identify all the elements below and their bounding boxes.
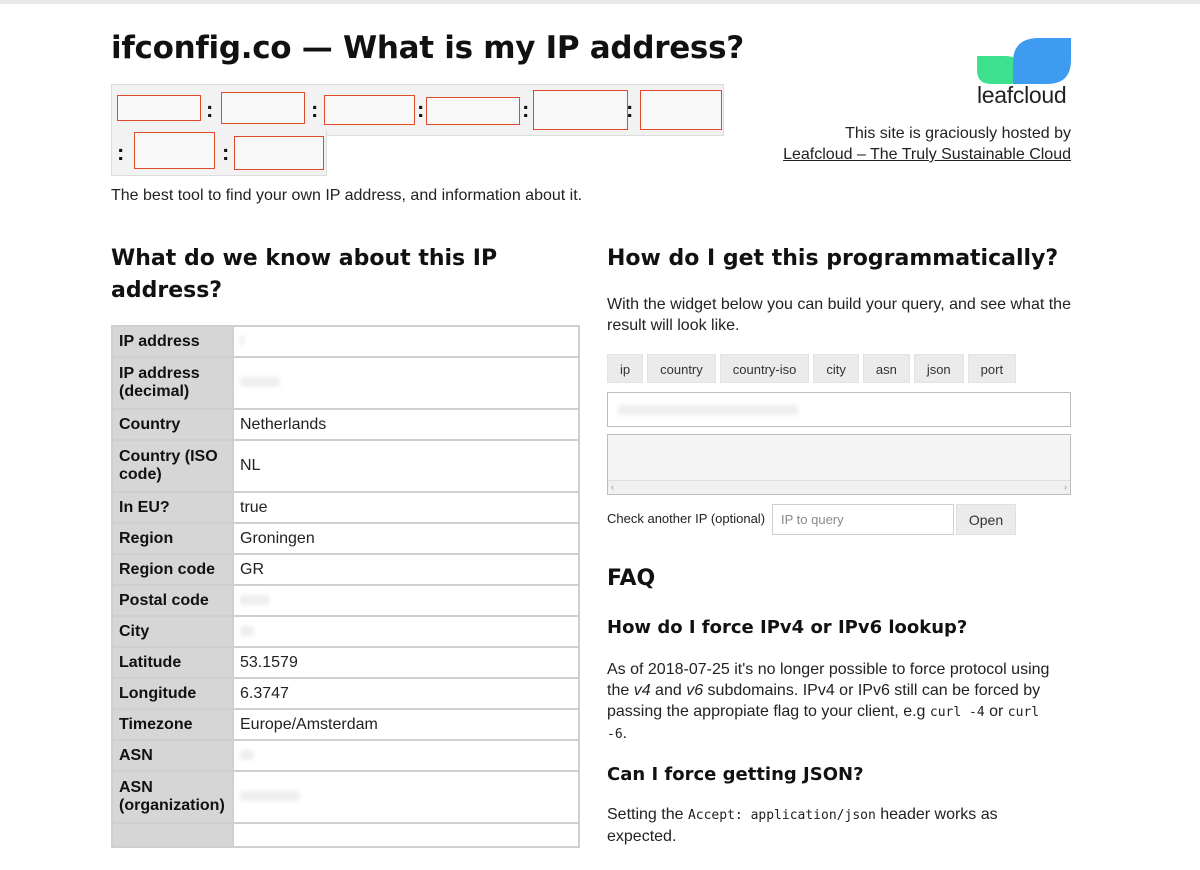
table-row [112, 523, 579, 554]
ip-separator: : [626, 97, 634, 122]
table-row [112, 554, 579, 585]
ip-separator: : [117, 140, 125, 165]
row-value [233, 357, 579, 409]
code-snippet: Accept: application/json [687, 808, 876, 823]
ip-info-table [111, 325, 580, 848]
table-row [112, 647, 579, 678]
row-value [233, 326, 579, 357]
table-row [112, 357, 579, 409]
row-key: City [112, 616, 233, 647]
scroll-left-icon[interactable]: ‹ [611, 482, 614, 492]
table-row [112, 771, 579, 823]
row-value [233, 585, 579, 616]
open-button[interactable]: Open [956, 504, 1016, 535]
ip-segment [324, 95, 415, 125]
row-key [112, 823, 233, 847]
ip-separator: : [311, 97, 319, 122]
row-key: Postal code [112, 585, 233, 616]
answer-text: v4 [633, 682, 651, 699]
ip-query-input[interactable] [772, 504, 954, 535]
row-key: Country [112, 409, 233, 440]
row-value [233, 823, 579, 847]
ip-separator: : [417, 97, 425, 122]
table-row [112, 409, 579, 440]
row-key: Region [112, 523, 233, 554]
table-row [112, 709, 579, 740]
answer-text: or [984, 703, 1008, 720]
answer-text: subdomains. IPv4 or IPv6 still can be forced by passing the appropiate flag to your client, e.g [607, 682, 1041, 720]
row-value: Europe/Amsterdam [233, 709, 579, 740]
table-row [112, 740, 579, 771]
row-value: 53.1579 [233, 647, 579, 678]
table-row [112, 326, 579, 357]
row-key: IP address [112, 326, 233, 357]
query-output-box[interactable] [607, 434, 1071, 495]
faq-question-1: How do I force IPv4 or IPv6 lookup? [607, 617, 968, 638]
answer-text: and [650, 682, 687, 699]
row-key: Region code [112, 554, 233, 585]
row-value: 6.3747 [233, 678, 579, 709]
faq-heading: FAQ [607, 566, 656, 591]
code-snippet: curl -6 [607, 705, 1040, 742]
row-value: Groningen [233, 523, 579, 554]
ip-segment [533, 90, 628, 130]
chip-city[interactable]: city [813, 354, 859, 383]
answer-text: Setting the [607, 806, 688, 823]
faq-answer-2 [607, 804, 1067, 847]
row-value [233, 616, 579, 647]
leafcloud-logo-icon[interactable] [977, 38, 1071, 84]
answer-text: As of 2018-07-25 it's no longer possible to force protocol using the [607, 661, 1050, 699]
faq-question-2: Can I force getting JSON? [607, 764, 864, 785]
row-key: ASN (organization) [112, 771, 233, 823]
table-row [112, 585, 579, 616]
scroll-right-icon[interactable]: › [1064, 482, 1067, 492]
ip-segment [117, 95, 201, 121]
row-value [233, 771, 579, 823]
row-key: In EU? [112, 492, 233, 523]
row-key: Longitude [112, 678, 233, 709]
ip-segment [426, 97, 520, 125]
check-ip-label: Check another IP (optional) [607, 511, 766, 526]
hosted-by-text: This site is graciously hosted by [845, 125, 1071, 142]
table-row [112, 823, 579, 847]
chip-port[interactable]: port [968, 354, 1016, 383]
query-command-box[interactable] [607, 392, 1071, 427]
page [0, 4, 1200, 870]
ip-separator: : [206, 97, 214, 122]
row-value: GR [233, 554, 579, 585]
ip-segment [221, 92, 305, 124]
row-value [233, 740, 579, 771]
row-key: Country (ISO code) [112, 440, 233, 492]
table-row [112, 440, 579, 492]
chip-country[interactable]: country [647, 354, 716, 383]
code-snippet: curl -4 [929, 705, 985, 720]
tagline: The best tool to find your own IP address, and information about it. [111, 187, 583, 204]
ip-segment [640, 90, 722, 130]
ip-segment [234, 136, 324, 170]
row-key: ASN [112, 740, 233, 771]
row-key: IP address (decimal) [112, 357, 233, 409]
row-value: true [233, 492, 579, 523]
answer-text: header works as expected. [607, 806, 998, 845]
chip-country-iso[interactable]: country-iso [720, 354, 810, 383]
chip-ip[interactable]: ip [607, 354, 643, 383]
table-row [112, 616, 579, 647]
programmatic-heading: How do I get this programmatically? [607, 246, 1059, 271]
row-value: NL [233, 440, 579, 492]
ip-address-display-continued [111, 130, 327, 176]
row-value: Netherlands [233, 409, 579, 440]
row-key: Latitude [112, 647, 233, 678]
chip-asn[interactable]: asn [863, 354, 910, 383]
ip-address-display [111, 84, 724, 136]
table-row [112, 492, 579, 523]
page-title: ifconfig.co — What is my IP address? [111, 30, 744, 66]
query-type-chips [607, 354, 1016, 383]
programmatic-intro: With the widget below you can build your query, and see what the result will look like. [607, 296, 1071, 334]
ip-separator: : [222, 140, 230, 165]
chip-json[interactable]: json [914, 354, 964, 383]
ip-segment [134, 132, 215, 169]
answer-text: . [622, 725, 628, 742]
ip-separator: : [522, 97, 530, 122]
leafcloud-link[interactable]: Leafcloud – The Truly Sustainable Cloud [783, 146, 1071, 163]
right-leaf-shape [1013, 38, 1071, 84]
leafcloud-logo-text: leafcloud [977, 82, 1067, 108]
faq-answer-1 [607, 659, 1067, 745]
horizontal-scrollbar[interactable] [608, 480, 1070, 494]
redacted-command [618, 405, 798, 415]
table-row [112, 678, 579, 709]
answer-text: v6 [686, 682, 704, 699]
row-key: Timezone [112, 709, 233, 740]
info-heading: What do we know about this IP address? [111, 246, 498, 303]
